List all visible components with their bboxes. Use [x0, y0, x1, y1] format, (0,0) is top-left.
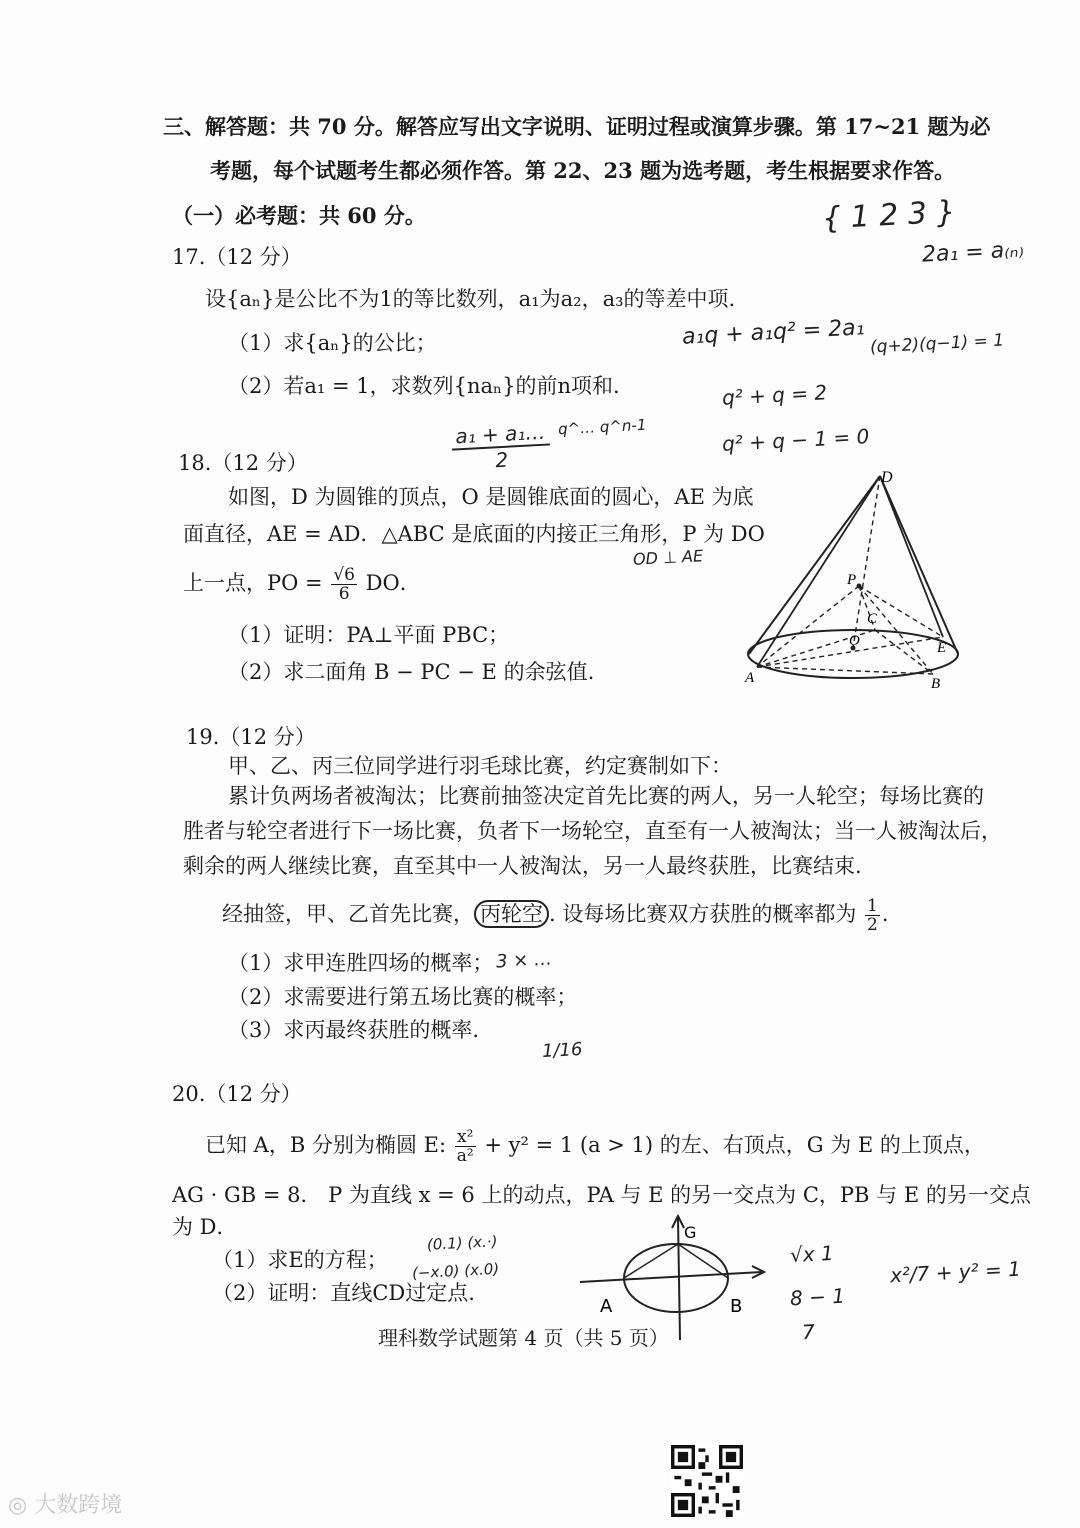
handwritten-one-sixteenth: 1/16 — [541, 1038, 583, 1063]
q19-line1: 甲、乙、丙三位同学进行羽毛球比赛，约定赛制如下： — [228, 754, 732, 778]
cone-figure — [735, 462, 975, 692]
handwritten-note-7: 7 — [801, 1319, 816, 1345]
watermark-label: 大数跨境 — [34, 1493, 123, 1518]
handwritten-equation-3: q² + q − 1 = 0 — [721, 424, 870, 456]
q19-line5-suffix: . — [881, 902, 889, 926]
q20-line1 — [205, 1128, 985, 1165]
q17-number: 17.（12 分） — [172, 245, 302, 269]
sketch-label-B: B — [730, 1296, 743, 1317]
handwritten-q19-note: 3 × … — [495, 948, 553, 973]
sketch-label-A: A — [600, 1296, 613, 1317]
q19-line2: 累计负两场者被淘汰；比赛前抽签决定首先比赛的两人，另一人轮空；每场比赛的 — [228, 784, 984, 808]
q19-line5-mid: . 设每场比赛双方获胜的概率都为 — [549, 902, 857, 926]
handwritten-note-sqrt: √x 1 — [789, 1240, 835, 1268]
sketch-x-axis — [580, 1272, 762, 1282]
q19-part2: （2）求需要进行第五场比赛的概率； — [228, 985, 578, 1009]
q18-line3 — [183, 566, 421, 603]
sketch-label-G: G — [684, 1223, 697, 1242]
q18-line3-suffix: DO． — [365, 571, 421, 595]
qr-code-image — [671, 1445, 743, 1517]
handwritten-frac-den: 2 — [494, 447, 509, 473]
q20-number: 20.（12 分） — [172, 1082, 302, 1106]
q19-frac-num: 1 — [867, 896, 878, 916]
label-E: E — [937, 640, 947, 656]
label-O: O — [849, 633, 860, 649]
handwritten-frac-num: a₁ + a₁… — [451, 419, 550, 450]
q20-frac-num: x² — [455, 1128, 476, 1147]
q19-part1: （1）求甲连胜四场的概率； — [228, 951, 494, 975]
q20-line1-prefix: 已知 A，B 分别为椭圆 E: — [205, 1133, 447, 1157]
required-title: （一）必考题：共 60 分。 — [172, 203, 426, 228]
cone-edge-right — [880, 476, 958, 654]
handwritten-od-ae: OD ⊥ AE — [632, 546, 704, 569]
point-P — [857, 584, 862, 589]
page-footer: 理科数学试题第 4 页（共 5 页） — [378, 1326, 669, 1350]
q18-frac-num: √6 — [333, 565, 355, 585]
handwritten-fraction — [451, 419, 552, 474]
q19-line3: 胜者与轮空者进行下一场比赛，负者下一场轮空，直至有一人被淘汰；当一人被淘汰后， — [183, 819, 1002, 843]
handwritten-equation-2: q² + q = 2 — [721, 380, 828, 410]
q19-frac-den: 2 — [867, 915, 878, 935]
sketch-y-axis — [678, 1218, 680, 1340]
q19-line5-prefix: 经抽签，甲、乙首先比赛， — [222, 902, 474, 926]
q18-fraction — [331, 566, 357, 603]
handwritten-note-2a1: 2a₁ = a₍ₙ₎ — [921, 237, 1025, 268]
handwritten-equation-1: a₁q + a₁q² = 2a₁ — [681, 315, 866, 350]
q18-frac-den: 6 — [338, 584, 350, 604]
handwritten-set: { 1 2 3 } — [821, 194, 957, 237]
q20-part2: （2）证明：直线CD过定点. — [212, 1281, 475, 1305]
handwritten-coords-2: (−x.0) (x.0) — [411, 1259, 500, 1283]
watermark-text: ◎ 大数跨境 — [8, 1493, 123, 1518]
label-C: C — [867, 611, 878, 627]
label-B: B — [931, 676, 941, 692]
label-P: P — [847, 572, 857, 588]
edge-DE — [880, 476, 943, 637]
q19-number: 19.（12 分） — [186, 725, 316, 749]
q19-line5 — [222, 897, 889, 934]
label-A: A — [745, 670, 755, 686]
q20-part1: （1）求E的方程； — [212, 1248, 388, 1272]
label-D: D — [881, 469, 893, 486]
q17-part2: （2）若a₁ = 1，求数列{naₙ}的前n项和. — [228, 374, 620, 398]
q19-fraction — [865, 897, 880, 934]
q17-part1: （1）求{aₙ}的公比； — [228, 331, 437, 355]
q17-stem: 设{aₙ}是公比不为1的等比数列，a₁为a₂，a₃的等差中项. — [205, 287, 736, 311]
section-header-line1: 三、解答题：共 70 分。解答应写出文字说明、证明过程或演算步骤。第 17~21 题为必 — [163, 114, 991, 139]
handwritten-ellipse-equation: x²/7 + y² = 1 — [889, 1256, 1022, 1288]
handwritten-q-power: q^… q^n-1 — [557, 415, 647, 439]
q18-line2: 面直径，AE = AD．△ABC 是底面的内接正三角形，P 为 DO — [183, 522, 765, 546]
handwritten-note-8-1: 8 − 1 — [789, 1283, 846, 1311]
q18-line1: 如图，D 为圆锥的顶点，O 是圆锥底面的圆心，AE 为底 — [228, 485, 754, 509]
section-header-line2: 考题，每个试题考生都必须作答。第 22、23 题为选考题，考生根据要求作答。 — [210, 158, 956, 183]
cone-edge-left — [749, 476, 880, 654]
q20-line3: 为 D． — [172, 1215, 238, 1239]
q18-part2: （2）求二面角 B − PC − E 的余弦值. — [228, 660, 595, 684]
q18-number: 18.（12 分） — [178, 451, 308, 475]
q18-part1: （1）证明：PA⊥平面 PBC； — [228, 623, 510, 647]
handwritten-equation-factor: (q+2)(q−1) = 1 — [869, 330, 1005, 358]
q19-part3: （3）求丙最终获胜的概率. — [228, 1018, 480, 1042]
segment-PA — [757, 586, 859, 667]
q20-line2: AG · GB = 8． P 为直线 x = 6 上的动点，PA 与 E 的另一交点为 C，PB 与 E 的另一交点 — [172, 1183, 1031, 1207]
q19-circled-phrase: 丙轮空 — [474, 900, 549, 928]
q20-line1-suffix: + y² = 1 (a > 1) 的左、右顶点，G 为 E 的上顶点， — [484, 1133, 985, 1157]
edge-DA — [757, 476, 880, 667]
q19-line4: 剩余的两人继续比赛，直至其中一人被淘汰，另一人最终获胜，比赛结束. — [183, 854, 862, 878]
q18-line3-prefix: 上一点，PO = — [183, 571, 323, 595]
q20-frac-den: a² — [456, 1146, 474, 1166]
handwritten-coords-1: (0.1) (x.·) — [426, 1232, 498, 1254]
q20-fraction — [455, 1128, 476, 1165]
